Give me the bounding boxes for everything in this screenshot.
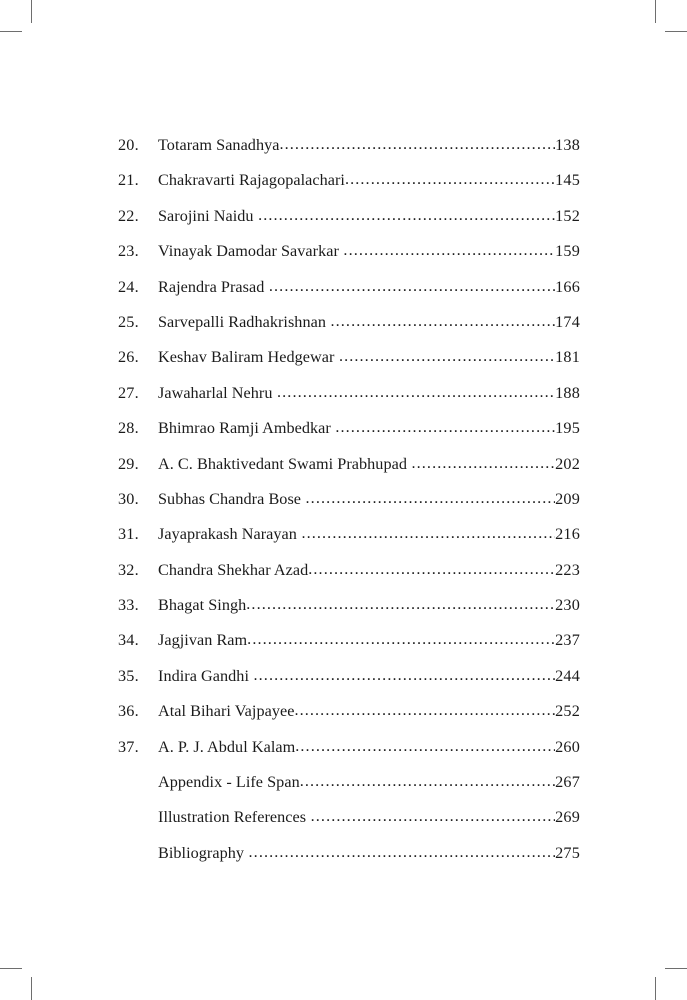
toc-entry-number: 28. [118, 419, 139, 438]
toc-entry-page-number: 260 [555, 737, 580, 756]
toc-entry-number: 27. [118, 383, 139, 402]
toc-entry[interactable] [118, 278, 580, 313]
toc-entry[interactable] [118, 242, 580, 277]
toc-leader-dots [335, 418, 555, 437]
toc-leader-dots [277, 383, 555, 402]
toc-leader-dots [306, 489, 556, 508]
crop-mark-top-right-horizontal [665, 31, 687, 32]
toc-entry[interactable] [118, 136, 580, 171]
toc-leader-dots [330, 312, 555, 331]
toc-leader-dots [254, 666, 556, 685]
toc-entry[interactable] [118, 844, 580, 879]
toc-leader-dots [294, 701, 555, 720]
toc-entry-page-number: 223 [555, 560, 580, 579]
toc-leader-dots [246, 595, 555, 614]
toc-leader-dots [343, 241, 555, 260]
toc-entry[interactable] [118, 455, 580, 490]
toc-entry-number: 35. [118, 666, 139, 685]
toc-entry-title: Jawaharlal Nehru [158, 383, 273, 402]
toc-entry-page-number: 138 [555, 136, 580, 154]
toc-entry-title: Bibliography [158, 843, 245, 862]
toc-entry-number: 30. [118, 489, 139, 508]
toc-entry-title: Totaram Sanadhya [158, 136, 280, 154]
toc-entry-page-number: 159 [555, 242, 580, 261]
crop-mark-bottom-left-vertical [31, 977, 32, 1000]
toc-entry-number: 24. [118, 277, 139, 296]
toc-entry-page-number: 275 [555, 843, 580, 862]
toc-entry[interactable] [118, 171, 580, 206]
toc-entry-page-number: 181 [555, 348, 580, 367]
toc-entry-page-number: 188 [555, 383, 580, 402]
toc-entry-title: Appendix - Life Span [158, 773, 300, 792]
toc-entry-page-number: 145 [555, 171, 580, 190]
toc-entry-title: Chandra Shekhar Azad [158, 560, 309, 579]
toc-leader-dots [269, 277, 555, 296]
toc-entry-title: Illustration References [158, 808, 307, 827]
toc-entry-page-number: 216 [555, 525, 580, 544]
crop-mark-bottom-right-vertical [655, 977, 656, 1000]
toc-entry-number: 29. [118, 454, 139, 473]
toc-entry-number: 34. [118, 631, 139, 650]
toc-entry[interactable] [118, 419, 580, 454]
toc-entry-title: Jayaprakash Narayan [158, 525, 297, 544]
toc-entry-title: A. P. J. Abdul Kalam [158, 737, 296, 756]
toc-entry[interactable] [118, 667, 580, 702]
toc-entry-page-number: 174 [555, 312, 580, 331]
crop-mark-top-left-horizontal [0, 31, 22, 32]
toc-entry[interactable] [118, 348, 580, 383]
toc-entry[interactable] [118, 207, 580, 242]
toc-entry-title: Vinayak Damodar Savarkar [158, 242, 339, 261]
toc-entry-title: Rajendra Prasad [158, 277, 265, 296]
toc-entry-number: 31. [118, 525, 139, 544]
toc-entry-title: Subhas Chandra Bose [158, 489, 302, 508]
toc-entry[interactable] [118, 596, 580, 631]
toc-entry-number: 32. [118, 560, 139, 579]
toc-entry-number: 33. [118, 596, 139, 615]
crop-mark-top-left-vertical [31, 0, 32, 23]
toc-leader-dots [300, 772, 555, 791]
crop-mark-bottom-left-horizontal [0, 968, 22, 969]
toc-entry-number: 20. [118, 136, 139, 154]
toc-entry[interactable] [118, 490, 580, 525]
toc-leader-dots [345, 170, 555, 189]
toc-entry-title: Atal Bihari Vajpayee [158, 702, 295, 721]
toc-entry-page-number: 244 [555, 666, 580, 685]
toc-entry[interactable] [118, 313, 580, 348]
toc-entry-page-number: 202 [555, 454, 580, 473]
toc-leader-dots [301, 524, 555, 543]
toc-entry-page-number: 237 [555, 631, 580, 650]
toc-entry-page-number: 252 [555, 702, 580, 721]
toc-entry-number: 26. [118, 348, 139, 367]
toc-entry-number: 36. [118, 702, 139, 721]
toc-leader-dots [247, 630, 555, 649]
crop-mark-bottom-right-horizontal [665, 968, 687, 969]
toc-entry-page-number: 267 [555, 773, 580, 792]
table-of-contents-list [118, 136, 580, 879]
toc-entry[interactable] [118, 773, 580, 808]
toc-entry-number: 37. [118, 737, 139, 756]
toc-entry-page-number: 269 [555, 808, 580, 827]
toc-entry[interactable] [118, 702, 580, 737]
toc-entry-title: Indira Gandhi [158, 666, 250, 685]
toc-entry-page-number: 166 [555, 277, 580, 296]
toc-entry[interactable] [118, 384, 580, 419]
toc-entry-title: Keshav Baliram Hedgewar [158, 348, 335, 367]
toc-leader-dots [308, 560, 555, 579]
toc-leader-dots [311, 807, 555, 826]
toc-entry-page-number: 195 [555, 419, 580, 438]
toc-entry[interactable] [118, 808, 580, 843]
toc-entry-page-number: 209 [555, 489, 580, 508]
toc-entry-title: Bhagat Singh [158, 596, 247, 615]
toc-entry-number: 21. [118, 171, 139, 190]
toc-entry-number: 23. [118, 242, 139, 261]
toc-leader-dots [249, 843, 556, 862]
toc-entry-title: Bhimrao Ramji Ambedkar [158, 419, 331, 438]
toc-leader-dots [258, 206, 555, 225]
toc-leader-dots [279, 135, 555, 154]
toc-leader-dots [339, 347, 555, 366]
toc-entry-title: A. C. Bhaktivedant Swami Prabhupad [158, 454, 407, 473]
toc-entry-title: Sarojini Naidu [158, 206, 254, 225]
toc-entry[interactable] [118, 561, 580, 596]
toc-entry-title: Chakravarti Rajagopalachari [158, 171, 345, 190]
toc-entry[interactable] [118, 525, 580, 560]
toc-entry-number: 25. [118, 312, 139, 331]
toc-entry[interactable] [118, 631, 580, 666]
toc-entry-title: Jagjivan Ram [158, 631, 248, 650]
toc-entry-page-number: 230 [555, 596, 580, 615]
toc-entry-number: 22. [118, 206, 139, 225]
toc-entry-page-number: 152 [555, 206, 580, 225]
crop-mark-top-right-vertical [655, 0, 656, 23]
toc-leader-dots [411, 454, 555, 473]
toc-entry[interactable] [118, 738, 580, 773]
toc-entry-title: Sarvepalli Radhakrishnan [158, 312, 326, 331]
toc-leader-dots [295, 737, 555, 756]
